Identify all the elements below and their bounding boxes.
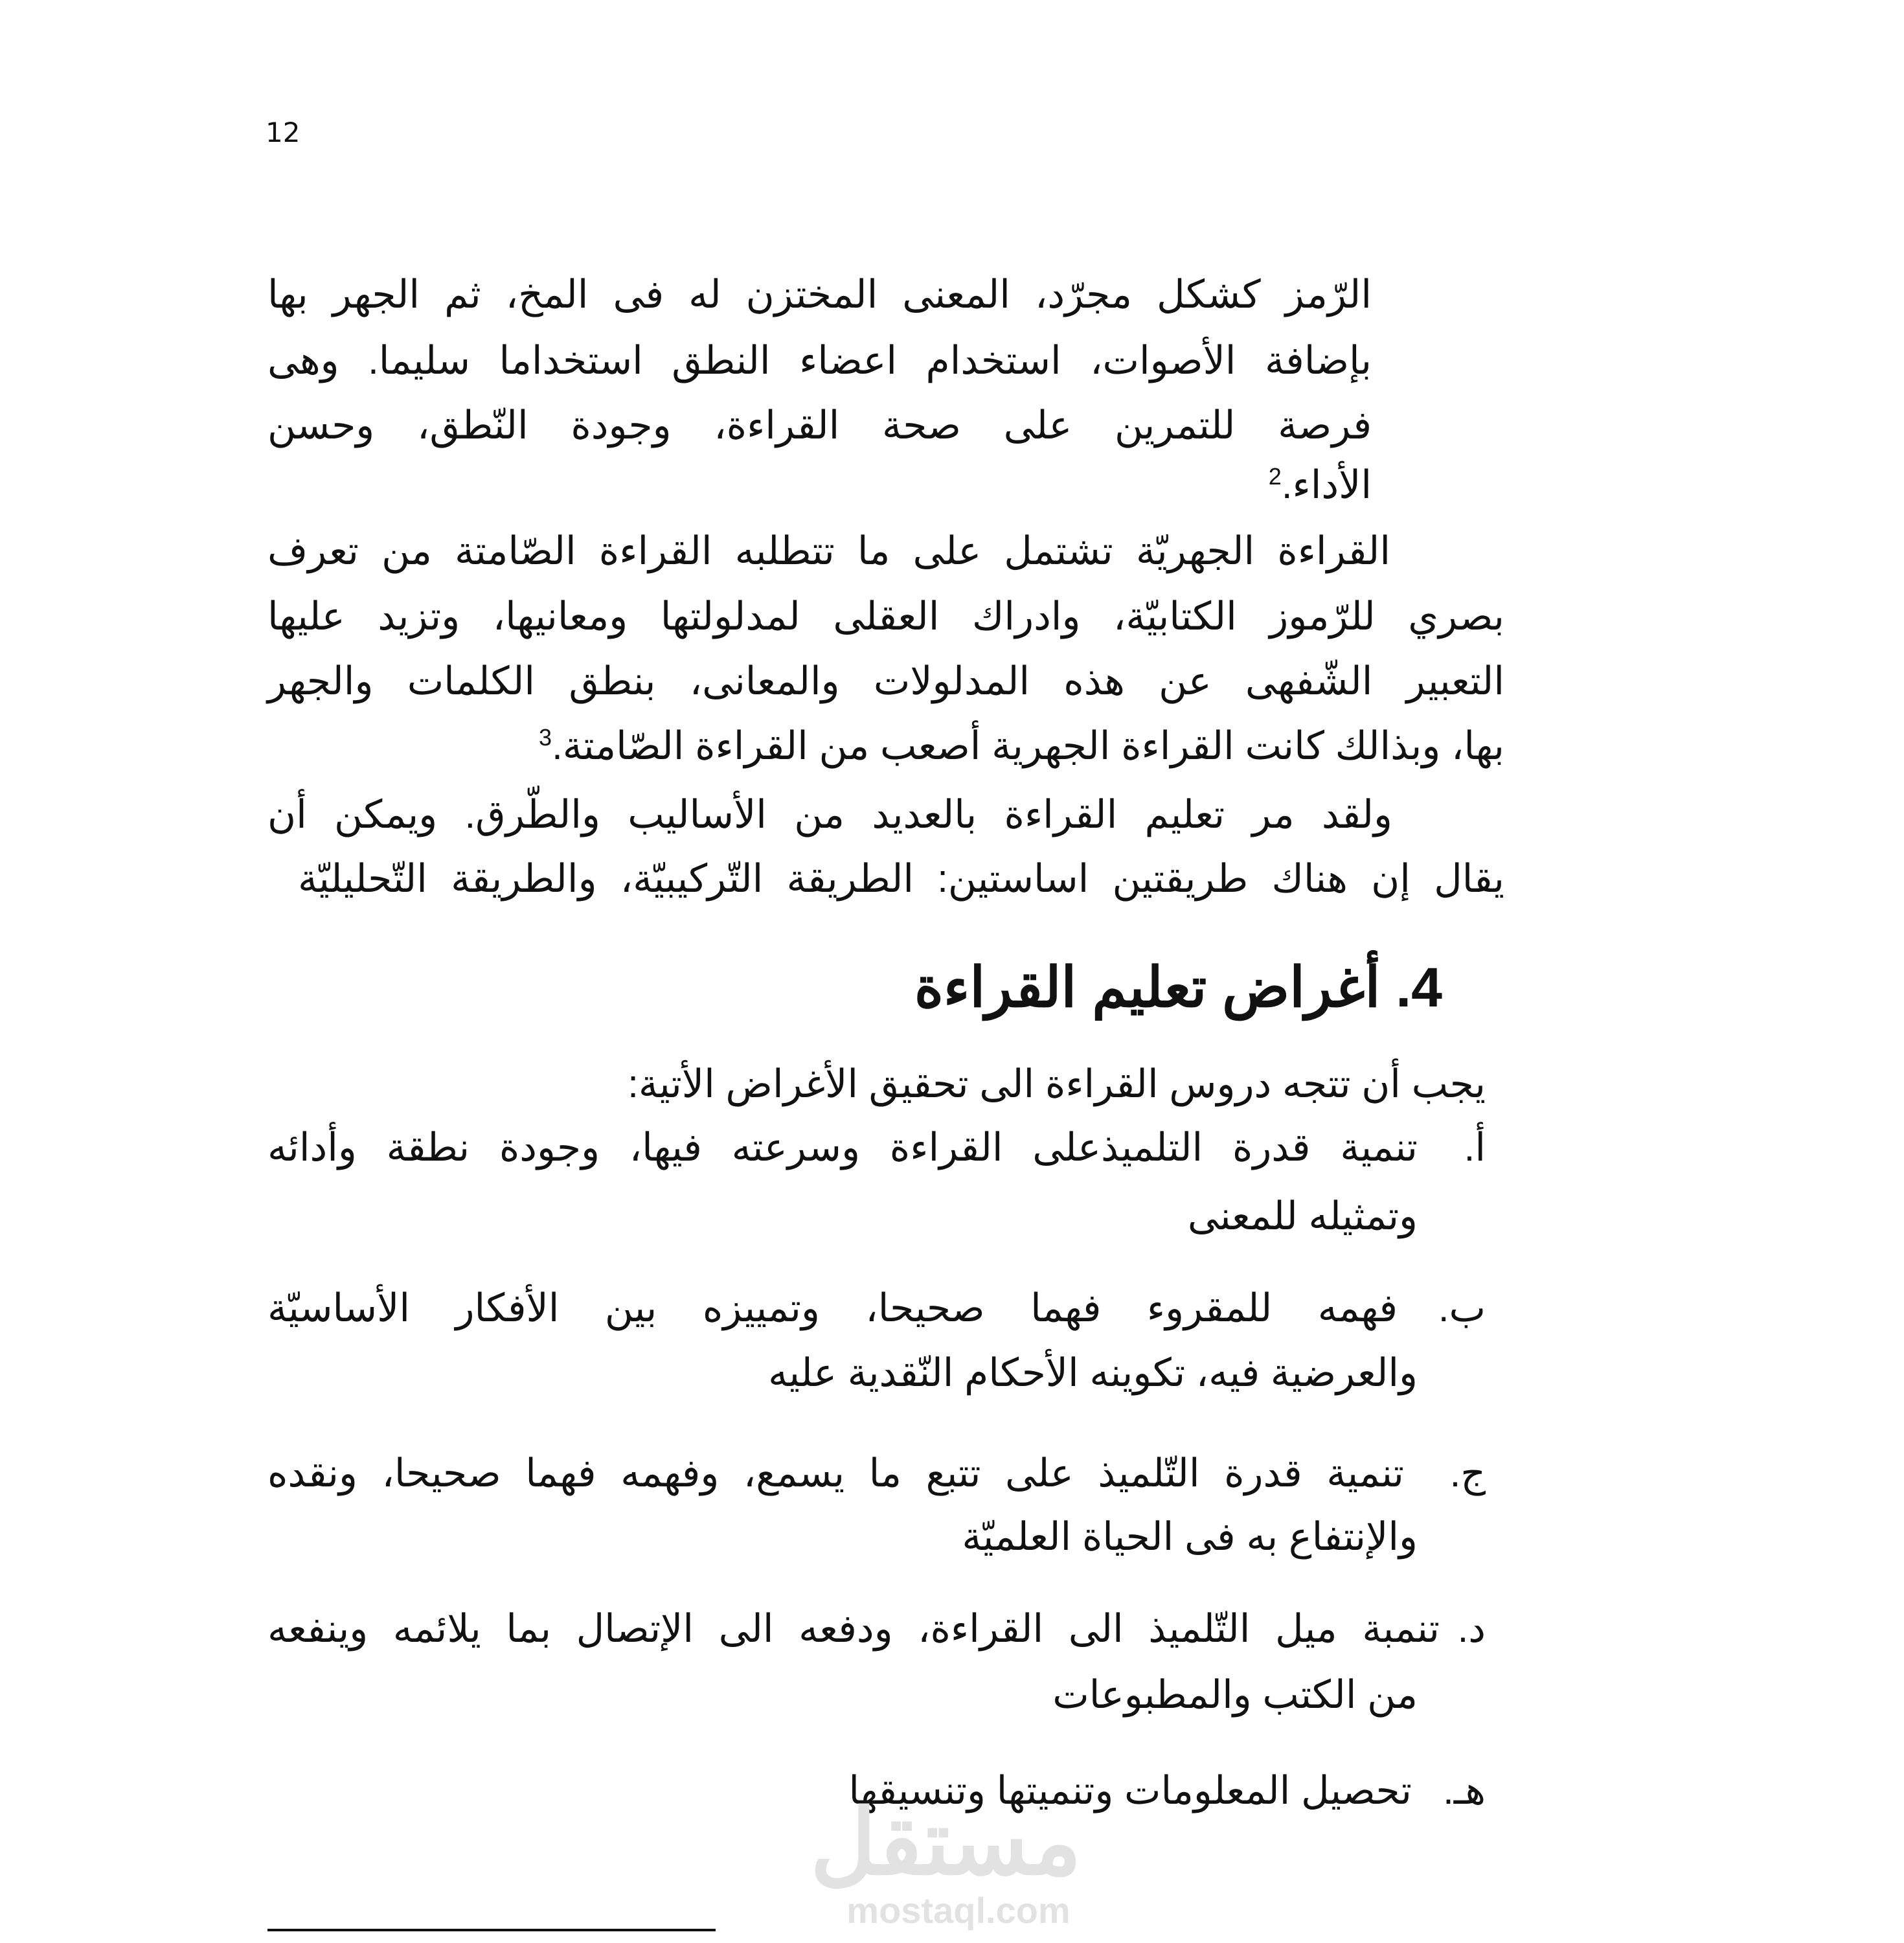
paragraph-line: القراءة الجهريّة تشتمل على ما تتطلبه القراءة الصّامتة من تعرف — [267, 529, 1390, 573]
goal-line: تنمية قدرة التّلميذ على تتبع ما يسمع، وفهمه فهما صحيحا، ونقده — [267, 1451, 1404, 1495]
watermark-latin: mostaql.com — [846, 1890, 1071, 1931]
footnote-ref: 2 — [1268, 463, 1282, 490]
goal-marker: ب. — [1438, 1286, 1486, 1330]
paragraph-text: بها، وبذالك كانت القراءة الجهرية أصعب من القراءة الصّامتة. — [552, 724, 1504, 767]
goal-marker: هـ. — [1443, 1769, 1486, 1812]
goal-marker: أ. — [1464, 1126, 1486, 1169]
goal-line: فهمه للمقروء فهما صحيحا، وتمييزه بين الأفكار الأساسيّة — [267, 1286, 1398, 1330]
paragraph-line — [1269, 453, 1372, 517]
paragraph-line — [539, 714, 1504, 778]
goal-line: والإنتفاع به فى الحياة العلميّة — [962, 1515, 1418, 1558]
goal-marker: د. — [1457, 1607, 1486, 1650]
goal-line: وتمثيله للمعنى — [1187, 1194, 1418, 1238]
goal-line: تنمية قدرة التلميذعلى القراءة وسرعته فيها، وجودة نطقة وأدائه — [267, 1126, 1418, 1169]
paragraph-line: بإضافة الأصوات، استخدام اعضاء النطق استخداما سليما. وهى — [267, 339, 1372, 382]
goal-line: تحصيل المعلومات وتنميتها وتنسيقها — [848, 1769, 1412, 1812]
paragraph-line: فرصة للتمرين على صحة القراءة، وجودة النّطق، وحسن — [267, 403, 1372, 447]
paragraph-line: ولقد مر تعليم القراءة بالعديد من الأساليب والطّرق. ويمكن أن — [267, 793, 1392, 836]
goal-line: والعرضية فيه، تكوينه الأحكام النّقدية عليه — [768, 1351, 1418, 1394]
goals-intro: يجب أن تتجه دروس القراءة الى تحقيق الأغراض الأتية: — [628, 1062, 1486, 1106]
section-heading: 4. أغراض تعليم القراءة — [914, 957, 1442, 1019]
goal-line: تنمبة ميل التّلميذ الى القراءة، ودفعه الى الإتصال بما يلائمه وينفعه — [267, 1607, 1440, 1650]
paragraph-line: يقال إن هناك طريقتين اساستين: الطريقة التّركيبيّة، والطريقة التّحليليّة — [298, 857, 1504, 900]
paragraph-line: بصري للرّموز الكتابيّة، وادراك العقلى لمدلولتها ومعانيها، وتزيد عليها — [267, 595, 1504, 638]
paragraph-text: الأداء. — [1281, 463, 1372, 506]
footnote-separator — [267, 1929, 716, 1931]
footnote-ref: 3 — [539, 724, 552, 751]
paragraph-line: التعبير الشّفهى عن هذه المدلولات والمعانى، بنطق الكلمات والجهر — [267, 659, 1504, 703]
paragraph-line: الرّمز كشكل مجرّد، المعنى المختزن له فى المخ، ثم الجهر بها — [267, 273, 1372, 316]
goal-marker: ج. — [1449, 1451, 1486, 1495]
watermark-arabic: مستقل — [810, 1791, 1082, 1893]
watermark-logo — [810, 1791, 1082, 1931]
goal-line: من الكتب والمطبوعات — [1052, 1673, 1418, 1716]
page-number: 12 — [266, 117, 300, 148]
